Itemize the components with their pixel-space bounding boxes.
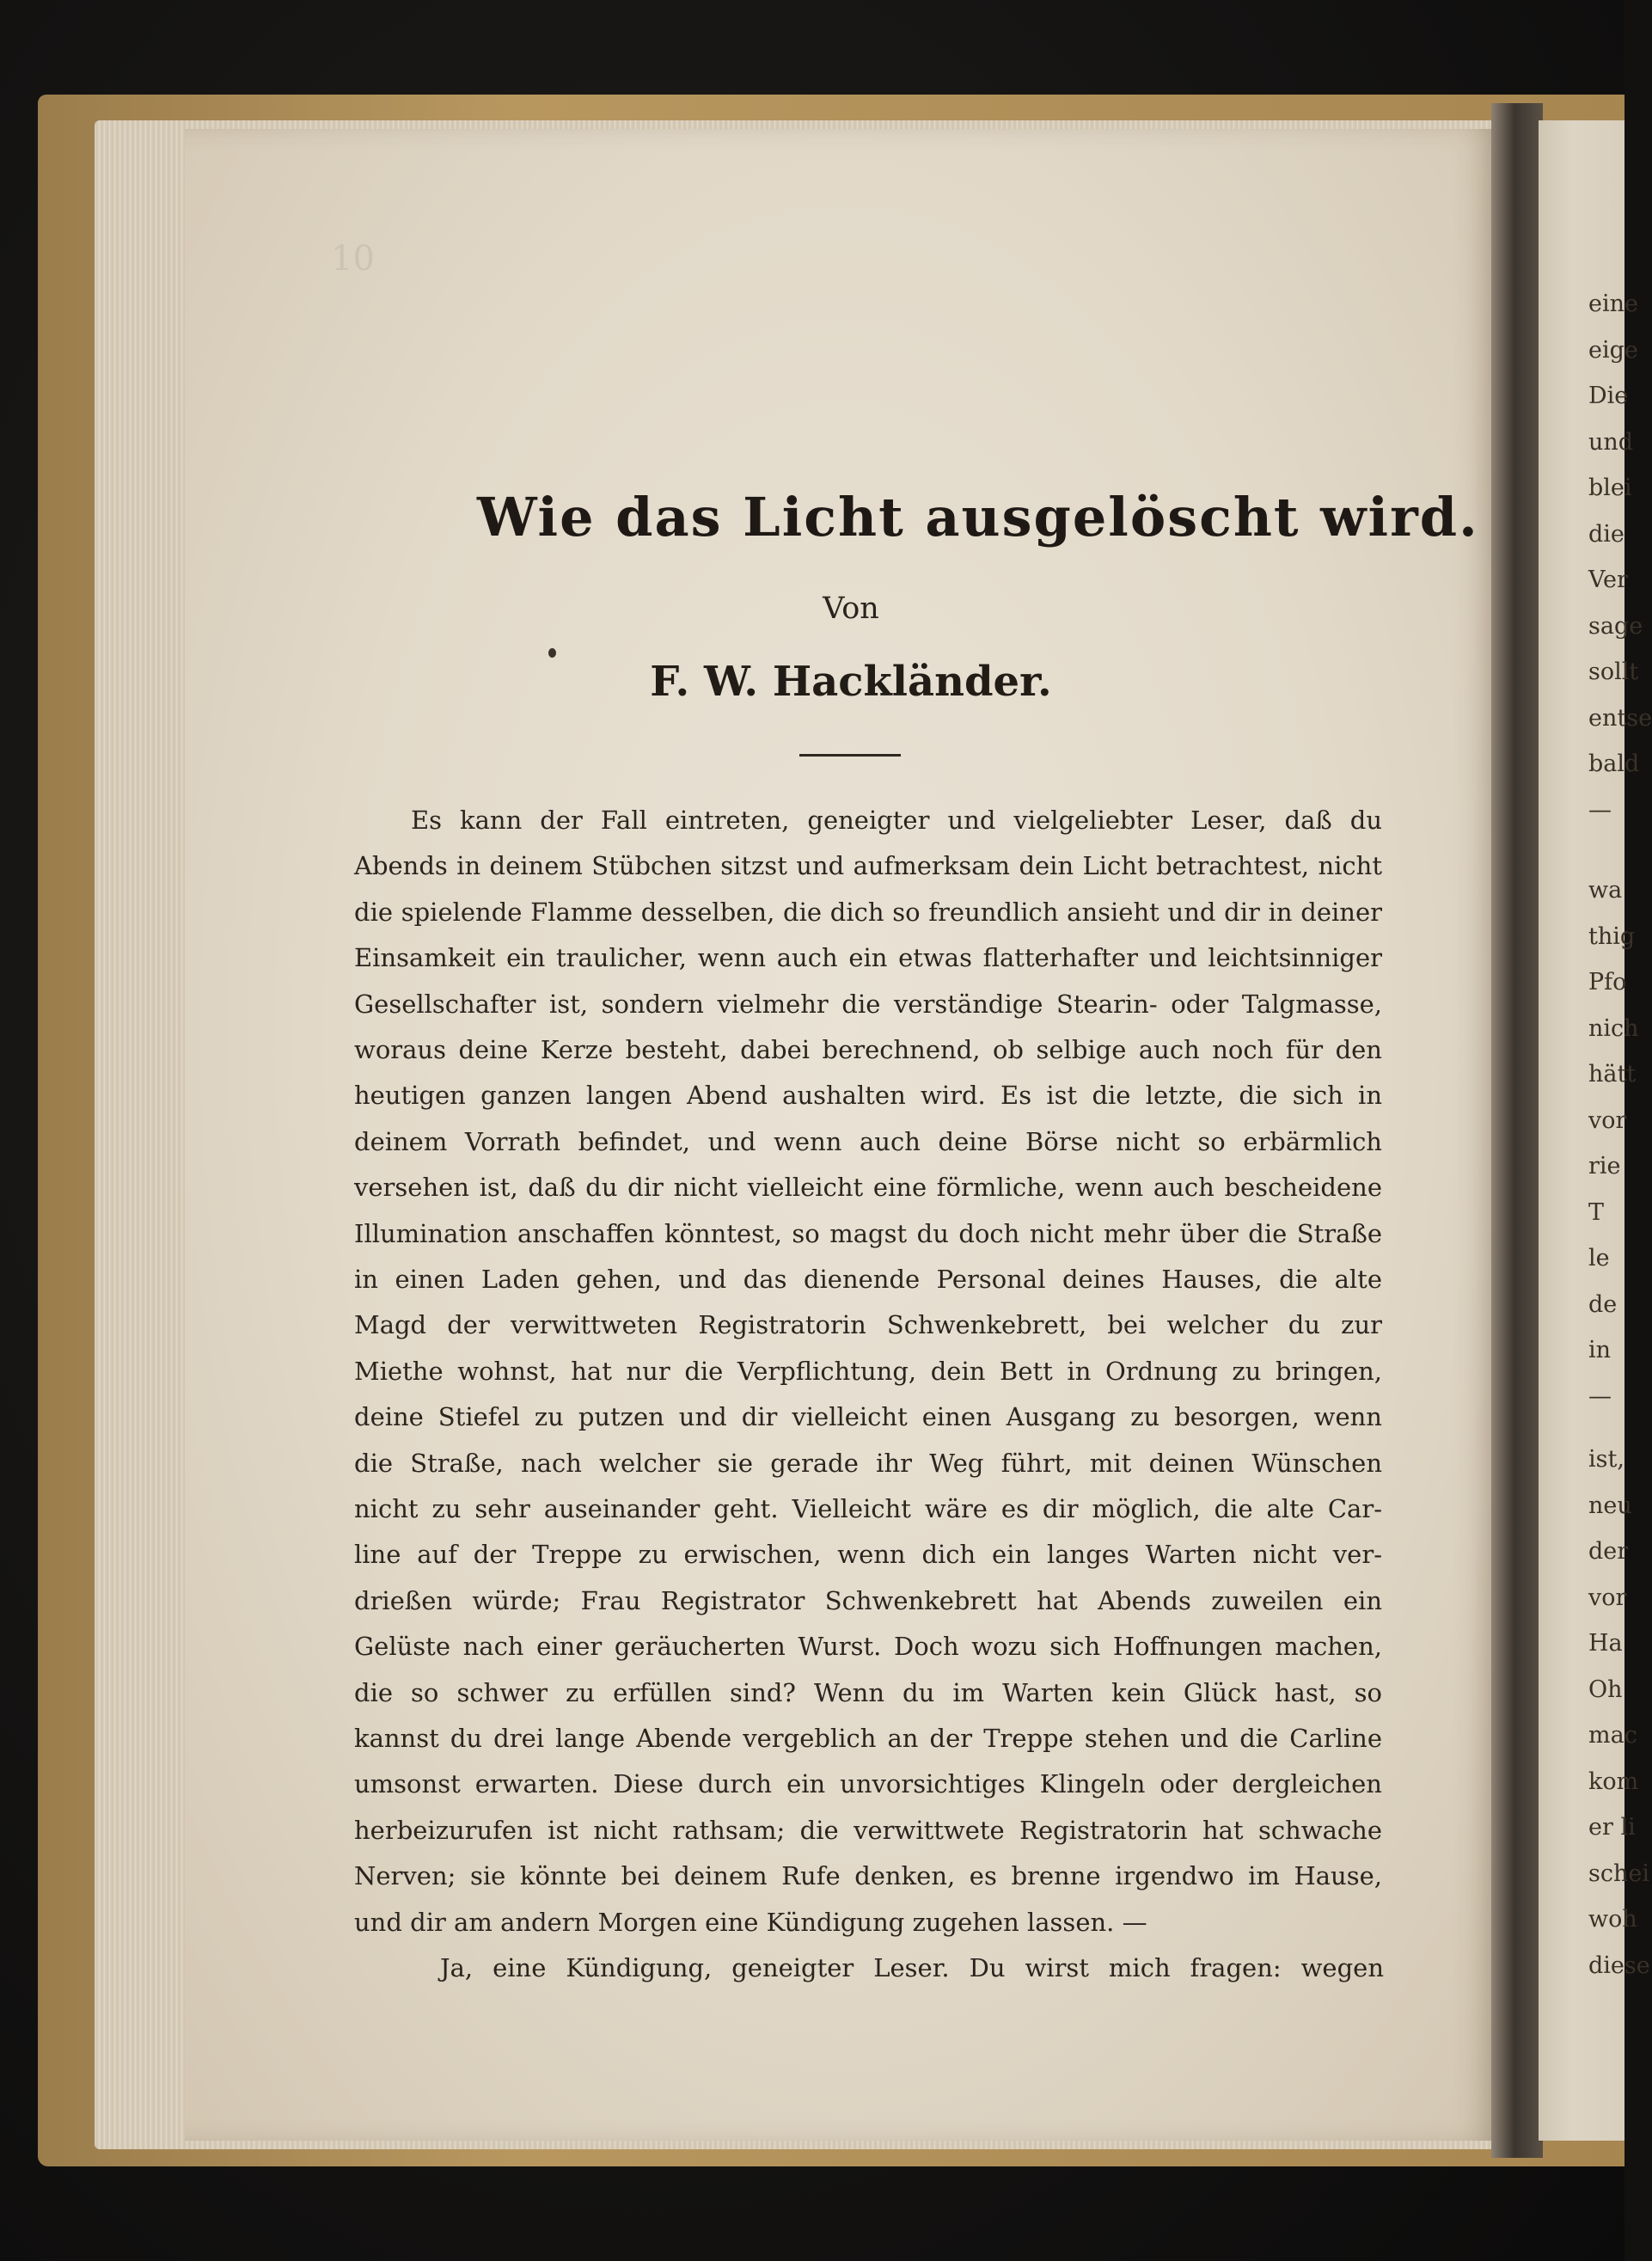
facing-page-fragment: der — [1588, 1538, 1629, 1565]
facing-page-fragment: de — [1588, 1290, 1618, 1318]
facing-page-fragment: thig — [1588, 922, 1636, 950]
facing-page-fragment: bald — [1588, 751, 1640, 777]
facing-page-fragment: diese — [1588, 1952, 1650, 1979]
facing-page-fragment: rie — [1588, 1153, 1621, 1180]
facing-page-fragment: nich — [1588, 1014, 1639, 1042]
body-line: die spielende Flamme desselben, die dich so freundlich ansieht und dir in deiner — [354, 897, 1382, 927]
body-line: und dir am andern Morgen eine Kündigung zugehen lassen. — — [354, 1907, 1147, 1937]
facing-page-fragment: mac — [1588, 1722, 1637, 1749]
body-line: Nerven; sie könnte bei deinem Rufe denken, es brenne irgendwo im Hause, — [354, 1861, 1382, 1891]
body-line: Gesellschafter ist, sondern vielmehr die verständige Stearin- oder Talgmasse, — [354, 989, 1382, 1019]
facing-page-fragment: Die — [1588, 383, 1629, 409]
body-line: versehen ist, daß du dir nicht vielleicht eine förmliche, wenn auch bescheidene — [354, 1173, 1382, 1203]
facing-page-fragment: blei — [1588, 475, 1632, 501]
body-line: Miethe wohnst, hat nur die Verpflichtung, dein Bett in Ordnung zu bringen, — [354, 1356, 1382, 1386]
body-line: die so schwer zu erfüllen sind? Wenn du im Warten kein Glück hast, so — [354, 1677, 1382, 1707]
body-line: Es kann der Fall eintreten, geneigter und vielgeliebter Leser, daß du — [411, 806, 1382, 835]
facing-page-fragment: wa — [1588, 877, 1623, 904]
facing-page-fragment: woh — [1588, 1906, 1637, 1933]
facing-page-fragment: — — [1588, 1382, 1612, 1410]
facing-page-fragment: kom — [1588, 1768, 1639, 1795]
facing-page-fragment: vor — [1588, 1584, 1627, 1611]
facing-page-fragment: in — [1588, 1337, 1612, 1363]
facing-page-fragment: die — [1588, 520, 1624, 548]
book-gutter — [1491, 103, 1543, 2158]
body-line: woraus deine Kerze besteht, dabei berechnend, ob selbige auch noch für den — [354, 1035, 1382, 1064]
body-line: die Straße, nach welcher sie gerade ihr Weg führt, mit deinen Wünschen — [354, 1448, 1382, 1478]
facing-page-fragment: neu — [1588, 1492, 1632, 1519]
facing-page-fragment: sollt — [1588, 659, 1639, 685]
facing-page-fragment: le — [1588, 1245, 1610, 1271]
body-line: Einsamkeit ein traulicher, wenn auch ein etwas flatterhafter und leichtsinniger — [354, 943, 1382, 973]
facing-page-fragment: ist, — [1588, 1446, 1624, 1473]
facing-page-fragment: und — [1588, 428, 1634, 456]
body-line: umsonst erwarten. Diese durch ein unvorsichtiges Klingeln oder dergleichen — [354, 1769, 1382, 1799]
facing-page-fragment: schei — [1588, 1860, 1649, 1887]
body-line: kannst du drei lange Abende vergeblich an der Treppe stehen und die Carline — [354, 1724, 1382, 1753]
author-name: F. W. Hackländer. — [650, 658, 1052, 706]
facing-page-fragment: eige — [1588, 336, 1638, 364]
facing-page-fragment: eine — [1588, 291, 1638, 317]
body-line: Gelüste nach einer geräucherten Wurst. Doch wozu sich Hoffnungen machen, — [354, 1632, 1382, 1662]
facing-page-fragment: hätt — [1588, 1061, 1637, 1088]
facing-page-fragment: Pfo — [1588, 969, 1627, 996]
body-line: drießen würde; Frau Registrator Schwenkebrett hat Abends zuweilen ein — [354, 1585, 1382, 1615]
body-line: nicht zu sehr auseinander geht. Vielleicht wäre es dir möglich, die alte Car- — [354, 1494, 1382, 1523]
bleed-through-page-number: 10 — [331, 239, 375, 279]
body-line: Magd der verwittweten Registratorin Schwenkebrett, bei welcher du zur — [354, 1310, 1382, 1340]
body-line: line auf der Treppe zu erwischen, wenn dich ein langes Warten nicht ver- — [354, 1540, 1382, 1570]
facing-page-fragment: Ha — [1588, 1630, 1623, 1657]
facing-page-fragment: — — [1588, 796, 1612, 824]
facing-page-fragment: T — [1588, 1198, 1605, 1226]
facing-page-fragment: er li — [1588, 1814, 1636, 1841]
body-line: Abends in deinem Stübchen sitzst und aufmerksam dein Licht betrachtest, nicht — [354, 851, 1382, 881]
facing-page-fragment: Ver — [1588, 567, 1628, 593]
facing-page-fragment: Oh — [1588, 1676, 1623, 1703]
body-line: deine Stiefel zu putzen und dir vielleicht einen Ausgang zu besorgen, wenn — [354, 1402, 1382, 1432]
body-line: Ja, eine Kündigung, geneigter Leser. Du wirst mich fragen: wegen — [440, 1953, 1384, 1982]
body-line: heutigen ganzen langen Abend aushalten wird. Es ist die letzte, die sich in — [354, 1081, 1382, 1111]
body-line: herbeizurufen ist nicht rathsam; die verwittwete Registratorin hat schwache — [354, 1815, 1382, 1845]
body-line: deinem Vorrath befindet, und wenn auch deine Börse nicht so erbärmlich — [354, 1126, 1382, 1156]
title-rule — [799, 754, 901, 757]
byline: Von — [823, 591, 879, 626]
facing-page-fragment: vor — [1588, 1106, 1627, 1134]
ink-speck — [548, 648, 556, 658]
body-line: Illumination anschaffen könntest, so magst du doch nicht mehr über die Straße — [354, 1218, 1382, 1248]
body-line: in einen Laden gehen, und das dienende Personal deines Hauses, die alte — [354, 1265, 1382, 1294]
facing-page-fragment: sage — [1588, 612, 1643, 640]
facing-page-fragment: entse — [1588, 704, 1652, 732]
chapter-title: Wie das Licht ausgelöscht wird. — [477, 486, 1479, 548]
